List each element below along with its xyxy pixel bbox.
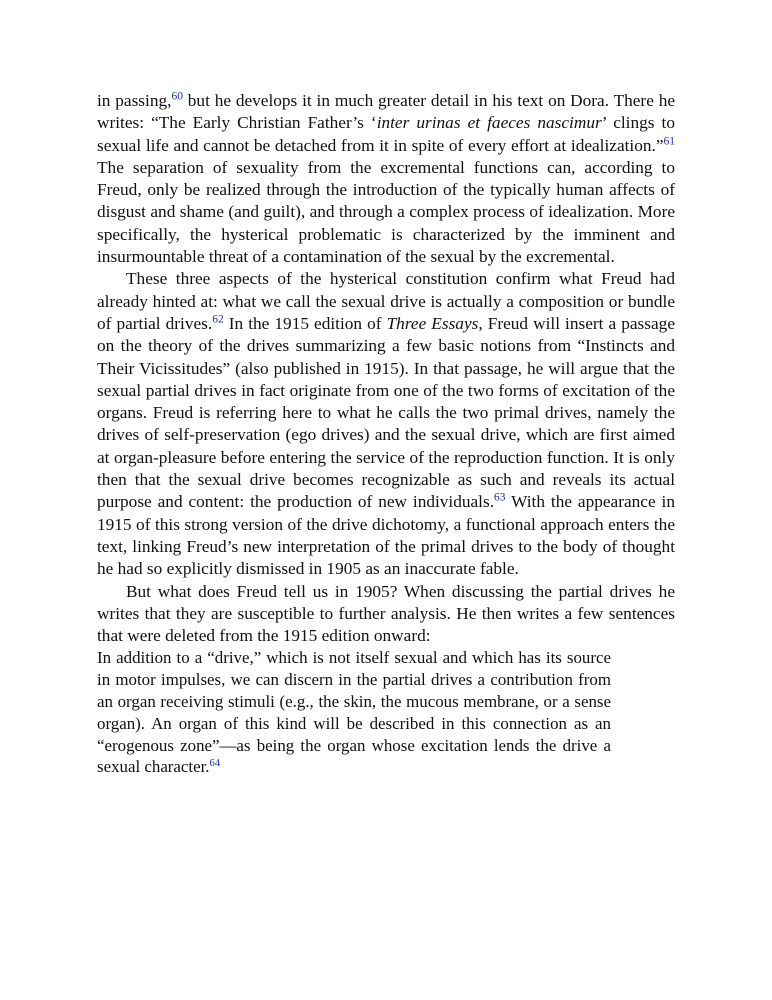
footnote-ref-61[interactable]: 61 [663,135,675,148]
latin-quote: inter urinas et faeces nascimur [376,113,602,133]
book-title: Three Essays [386,313,479,333]
block-quote [97,647,611,778]
block-quote-text: In addition to a “drive,” which is not itself sexual and which has its source in motor impulses, we can discern in the partial drives a contribution from an organ receiving stimuli (e.g., the skin, the mucous membrane, or a sense organ). An organ of this kind will be described in this connection as an “erogenous zone”—as being the organ whose excitation lends the drive a sexual character. [97,648,611,777]
paragraph-2-text-d: With the appearance in 1915 of this strong version of the drive dichotomy, a functional approach enters the text, linking Freud’s new interpretation of the primal drives to the body of thought he had so explicitly dismissed in 1905 as an inaccurate fable. [97,492,675,579]
footnote-ref-63[interactable]: 63 [494,492,506,505]
footnote-ref-62[interactable]: 62 [212,313,224,326]
paragraph-1 [97,90,675,268]
paragraph-1-text-c: ’ clings to sexual life and cannot be detached from it in spite of every effort at idealization.” [97,113,675,155]
paragraph-2 [97,268,675,580]
footnote-ref-60[interactable]: 60 [171,90,183,103]
paragraph-1-text-d: The separation of sexuality from the excremental functions can, according to Freud, only be realized through the introduction of the typically human affects of disgust and shame (and guilt), and through a complex process of idealization. More specifically, the hysterical problematic is characterized by the imminent and insurmountable threat of a contamination of the sexual by the excremental. [97,157,675,267]
paragraph-1-text-a: in passing, [97,91,172,110]
page-body [97,90,675,778]
footnote-ref-64[interactable]: 64 [209,758,221,770]
paragraph-3 [97,581,675,648]
paragraph-3-text: But what does Freud tell us in 1905? When discussing the partial drives he writes that they are susceptible to further analysis. He then writes a few sentences that were deleted from the 1915 edition onward: [97,581,675,646]
paragraph-1-text-b: but he develops it in much greater detail in his text on Dora. There he writes: “The Early Christian Father’s ‘ [97,91,676,133]
paragraph-2-text-c: , Freud will insert a passage on the theory of the drives summarizing a few basic notions from “Instincts and Their Vicissitudes” (also published in 1915). In that passage, he will argue that the sexual partial drives in fact originate from one of the two forms of excitation of the organs. Freud is referring here to what he calls the two primal drives, namely the drives of self-preservation (ego drives) and the sexual drive, which are first aimed at organ-pleasure before entering the service of the reproduction function. It is only then that the sexual drive becomes recognizable as such and reveals its actual purpose and content: the production of new individuals. [97,313,675,512]
paragraph-2-text-a: These three aspects of the hysterical constitution confirm what Freud had already hinted at: what we call the sexual drive is actually a composition or bundle of partial drives. [97,269,675,333]
paragraph-2-text-b: In the 1915 edition of [223,313,387,333]
